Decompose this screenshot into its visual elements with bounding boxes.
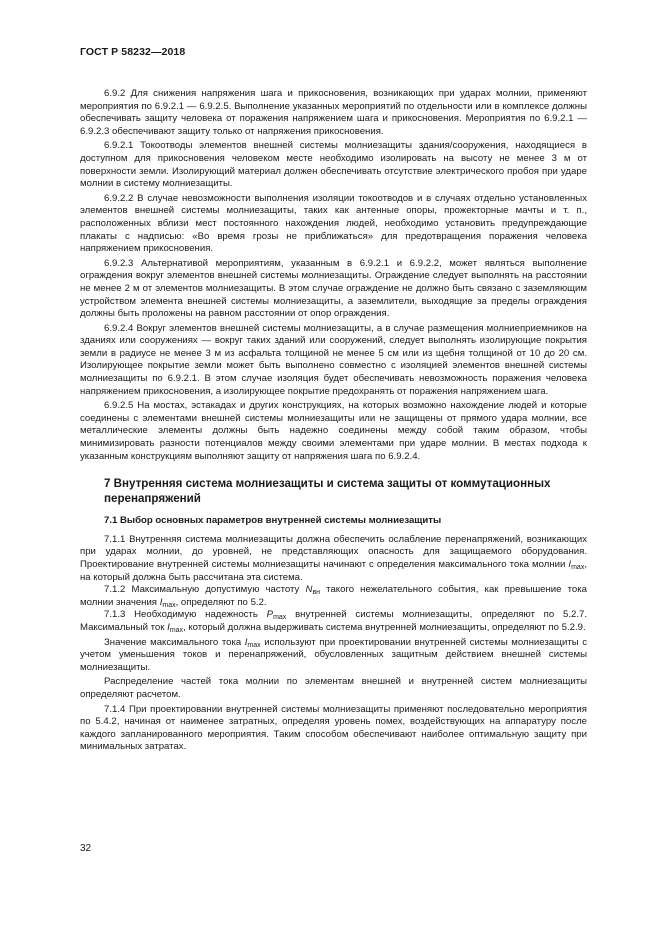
text-run: 7.1.1 Внутренняя система молниезащиты должна обеспечить ослабление перенапряжений, возникающих при ударах молнии, до уровней, не представляющих опасность для защищаемого оборудования. Проектирование внутренней системы молниезащиты начинают с определения максимального тока молнии	[80, 533, 587, 570]
paragraph-7-1-3	[80, 609, 587, 634]
symbol-i: I	[244, 636, 248, 648]
paragraph-7-1-1	[80, 534, 587, 584]
text-run: 7.1.3 Необходимую надежность	[104, 609, 267, 621]
paragraph-current-distribution: Распределение частей тока молнии по элементам внешней и внутренней систем молниезащиты определяют расчетом.	[80, 676, 587, 700]
paragraph-7-1-2	[80, 584, 587, 609]
text-run: , который должна выдерживать система внутренней молниезащиты, определяют по 5.2.9.	[183, 621, 586, 633]
text-run: такого нежелательного события, как превышение тока молнии значения	[80, 584, 587, 608]
paragraph-6-9-2-2: 6.9.2.2 В случае невозможности выполнения изоляции токоотводов и в случаях отдельно установленных элементов внешней системы молниезащиты, таких как антенные опоры, прожекторные мачты и т. п., расположенных вблизи мест постоянного нахождения людей, необходимо установить предупреждающие плакаты с надписью: «Во время грозы не приближаться» для предотвращения поражения человека напряжением прикосновения.	[80, 192, 587, 255]
section-7-title: 7 Внутренняя система молниезащиты и система защиты от коммутационных перенапряжений	[104, 477, 551, 505]
text-run: 7.1.2 Максимальную допустимую частоту	[104, 584, 306, 596]
subscript: вн	[312, 589, 321, 597]
symbol-p: P	[266, 609, 274, 621]
symbol-n: N	[305, 584, 313, 596]
subscript: max	[162, 601, 176, 609]
subscript: max	[571, 564, 585, 571]
symbol-i: I	[568, 559, 572, 570]
paragraph-6-9-2-4: 6.9.2.4 Вокруг элементов внешней системы молниезащиты, а в случае размещения молниеприемников на зданиях или сооружениях — вокруг таких зданий или сооружений, следует выполнять изолирующие покрытия земли в радиусе не менее 3 м из асфальта толщиной не менее 5 см или из щебня толщиной от 10 до 20 см. Изолирующее покрытие земли может быть выполнено совместно с изоляцией элементов внешней системы молниезащиты по 6.9.2.1. В этом случае изоляция будет обеспечивать невозможность поражения человека напряжением прикосновения, а изолирующее покрытие предохранять от поражения напряжением шага.	[80, 322, 587, 397]
paragraph-6-9-2: 6.9.2 Для снижения напряжения шага и прикосновения, возникающих при ударах молнии, применяют мероприятия по 6.9.2.1 — 6.9.2.5. Выполнение указанных мероприятий по отдельности или в комплексе должны обеспечивать защиту человека от поражения напряжением шага и прикосновения. Мероприятия по 6.9.2.1 — 6.9.2.3 обеспечивают защиту только от напряжения прикосновения.	[80, 88, 587, 137]
subsection-7-1-title: 7.1 Выбор основных параметров внутренней системы молниезащиты	[104, 515, 442, 527]
paragraph-6-9-2-3: 6.9.2.3 Альтернативой мероприятиям, указанным в 6.9.2.1 и 6.9.2.2, может являться выполнение ограждения вокруг элементов внешней системы молниезащиты. Ограждение следует выполнять на расстоянии не менее 2 м от элементов молниезащиты. В этом случае ограждение не должно быть связано с заземляющим устройством элемента внешней системы молниезащиты, а заземлители, выходящие за пределы ограждения должны быть проложены на равном расстоянии от опор ограждения.	[80, 257, 587, 320]
symbol-i: I	[167, 621, 170, 633]
text-run: внутренней системы молниезащиты, определяют по 5.2.7. Максимальный ток	[80, 609, 587, 633]
text-run: используют при проектировании внутренней системы молниезащиты с учетом уменьшения токов и перенапряжений, обусловленных защитным действием внешней системы молниезащиты.	[80, 636, 587, 673]
subscript: max	[247, 641, 261, 649]
text-run: , определяют по 5.2.	[175, 596, 267, 608]
paragraph-6-9-2-5: 6.9.2.5 На мостах, эстакадах и других конструкциях, на которых возможно нахождение людей и которые соединены с элементами внешней системы молниезащиты или не защищены от прямого удара молнии, все металлические элементы должны быть надежно соединены между собой таким образом, чтобы минимизировать разности потенциалов между своими элементами при ударе молнии. В местах подхода к указанным конструкциям выполняют защиту от напряжения шага по 6.9.2.4.	[80, 400, 587, 462]
paragraph-7-1-4: 7.1.4 При проектировании внутренней системы молниезащиты применяют последовательно мероприятия по 5.4.2, начиная от наименее затратных, определяя уровень помех, воздействующих на аппаратуру после каждого запланированного мероприятия. Таким способом обеспечивают наиболее оптимальную защиту при минимальных затратах.	[80, 703, 587, 753]
symbol-i: I	[159, 596, 163, 608]
paragraph-6-9-2-1: 6.9.2.1 Токоотводы элементов внешней системы молниезащиты здания/сооружения, находящиеся в доступном для прикосновения человеком месте необходимо изолировать на высоту не менее 3 м от поверхности земли. Изолирующий материал должен обеспечивать отсутствие электрического пробоя при ударе молнии в систему молниезащиты.	[80, 140, 587, 190]
page-number: 32	[80, 843, 92, 854]
document-header: ГОСТ Р 58232—2018	[80, 46, 186, 58]
subscript: max	[273, 614, 287, 622]
paragraph-imax-usage	[80, 637, 587, 675]
subscript: max	[169, 626, 184, 634]
page-content	[80, 88, 587, 754]
text-run: , на который должна быть рассчитана эта система.	[80, 559, 587, 583]
text-run: Значение максимального тока	[104, 636, 245, 648]
